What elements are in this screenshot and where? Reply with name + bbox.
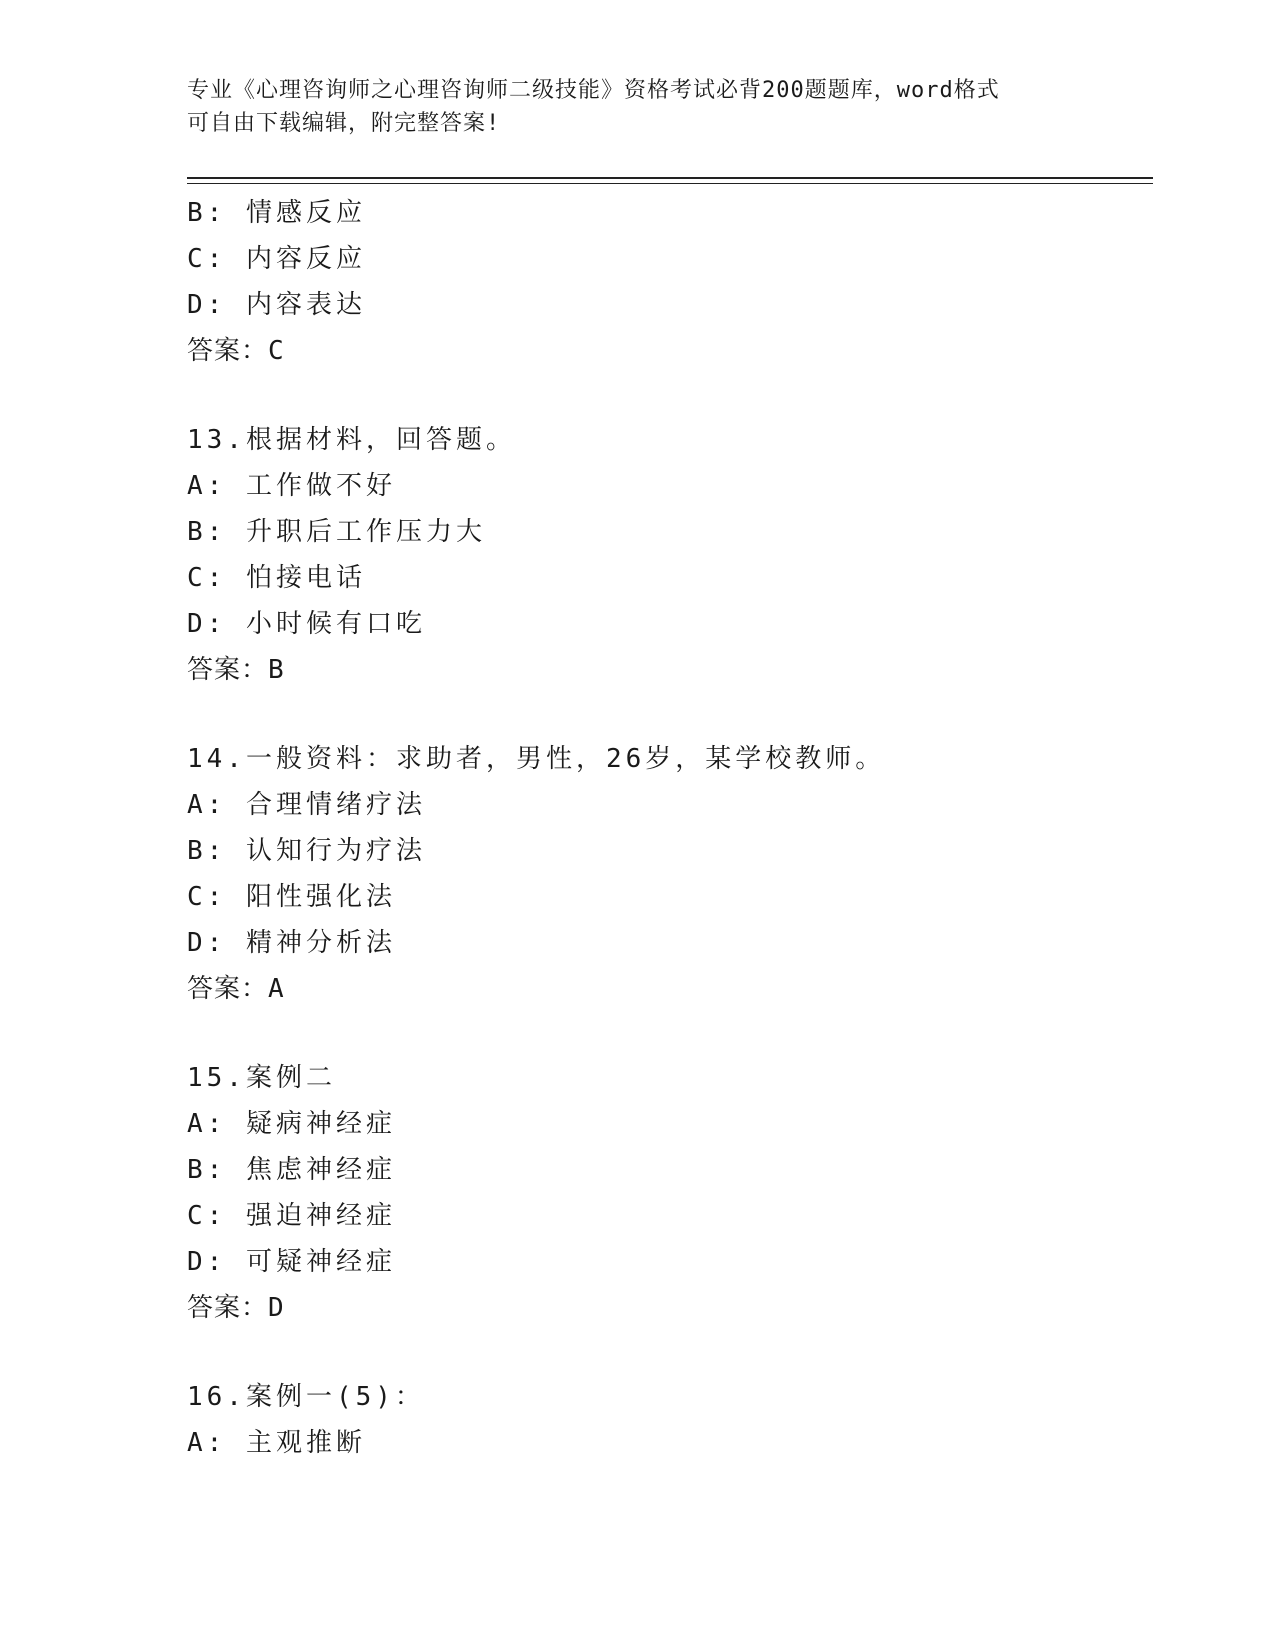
option-d: D: 精神分析法: [187, 928, 396, 958]
option-a: A: 工作做不好: [187, 471, 396, 501]
spacer: [187, 374, 1147, 417]
question-block-14: [187, 736, 1147, 1012]
option-d: D: 可疑神经症: [187, 1247, 396, 1277]
header-divider-thin: [187, 183, 1153, 184]
option-b: B: 情感反应: [187, 198, 366, 228]
answer-line: 答案：B: [187, 655, 285, 685]
option-d: D: 小时候有口吃: [187, 609, 426, 639]
question-stem: 14.一般资料：求助者，男性，26岁，某学校教师。: [187, 744, 886, 774]
option-b: B: 升职后工作压力大: [187, 517, 486, 547]
option-a: A: 主观推断: [187, 1428, 366, 1458]
spacer: [187, 693, 1147, 736]
option-b: B: 焦虑神经症: [187, 1155, 396, 1185]
option-a: A: 合理情绪疗法: [187, 790, 426, 820]
header-title-line-2: 可自由下载编辑，附完整答案!: [187, 111, 501, 136]
option-d: D: 内容表达: [187, 290, 366, 320]
question-stem: 13.根据材料，回答题。: [187, 425, 516, 455]
question-stem: 16.案例一(5)：: [187, 1382, 425, 1412]
option-a: A: 疑病神经症: [187, 1109, 396, 1139]
answer-line: 答案：A: [187, 974, 285, 1004]
answer-line: 答案：C: [187, 336, 285, 366]
option-c: C: 内容反应: [187, 244, 366, 274]
option-c: C: 强迫神经症: [187, 1201, 396, 1231]
answer-line: 答案：D: [187, 1293, 285, 1323]
question-list: [187, 190, 1147, 1466]
spacer: [187, 1012, 1147, 1055]
option-c: C: 阳性强化法: [187, 882, 396, 912]
spacer: [187, 1331, 1147, 1374]
question-block-13: [187, 417, 1147, 693]
question-block-12: [187, 190, 1147, 374]
option-c: C: 怕接电话: [187, 563, 366, 593]
document-header: [187, 74, 1087, 140]
header-divider-thick: [187, 177, 1153, 179]
option-b: B: 认知行为疗法: [187, 836, 426, 866]
header-title-line-1: 专业《心理咨询师之心理咨询师二级技能》资格考试必背200题题库，word格式: [187, 78, 1000, 103]
question-stem: 15.案例二: [187, 1063, 336, 1093]
question-block-15: [187, 1055, 1147, 1331]
question-block-16: [187, 1374, 1147, 1466]
